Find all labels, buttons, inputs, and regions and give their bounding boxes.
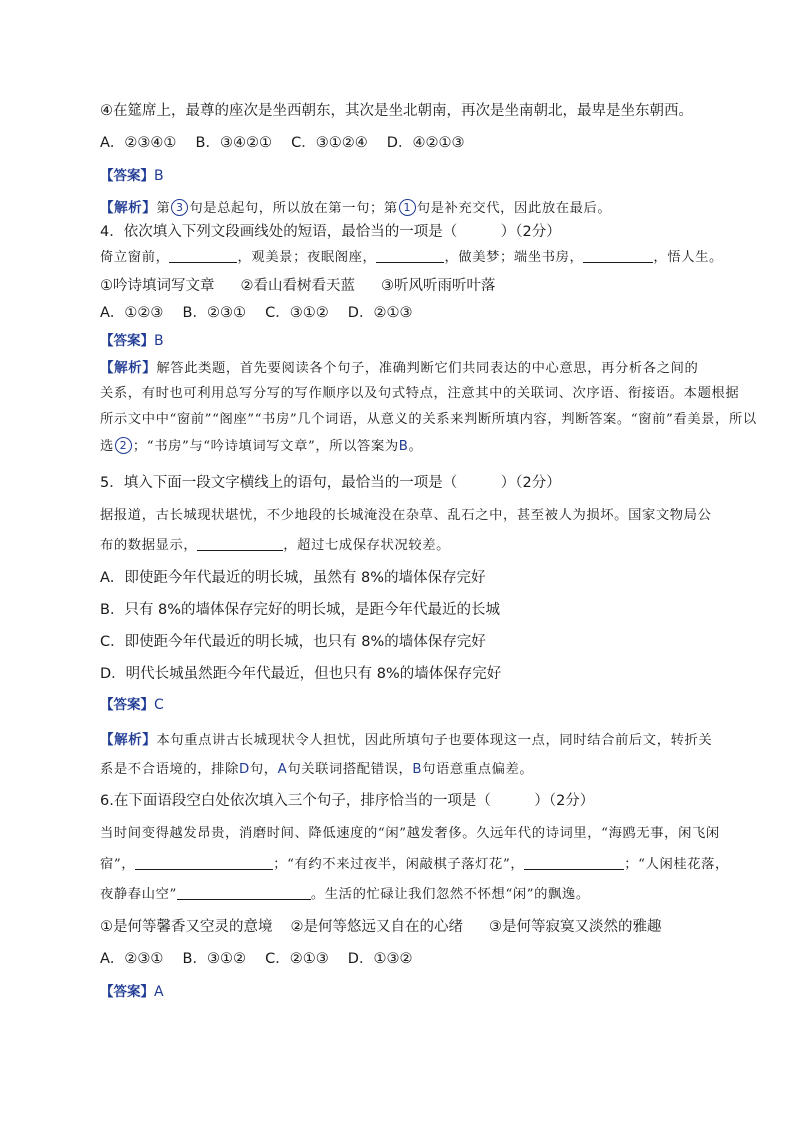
passage-text: ；“有约不来过夜半，闲敲棋子落灯花”， [273,857,525,872]
q6-options: A．②③① B．③①② C．②①③ D．①③② [100,951,413,967]
fill-blank [583,248,653,263]
q3-analysis [100,198,611,219]
answer-value: C [154,697,164,713]
analysis-text: 第 [156,201,171,216]
q4-options: A．①②③ B．②③① C．③①② D．②①③ [100,305,413,321]
q6-passage-l3 [100,885,590,905]
q5-option-c: C．即使距今年代最近的明长城，也只有 8%的墙体保存完好 [100,634,486,650]
analysis-text: 句语意重点偏差。 [422,762,534,777]
analysis-text: ；“书房”与“吟诗填词写文章”，所以答案为 [132,439,399,454]
passage-text: 夜静春山空” [100,887,177,902]
q5-option-a: A．即使距今年代最近的明长城，虽然有 8%的墙体保存完好 [100,570,486,586]
fill-blank [376,248,444,263]
item: ③是何等寂寞又淡然的雅趣 [489,919,662,935]
passage-text: ，悟人生。 [653,250,723,265]
q6-passage-l2 [100,855,729,875]
q5-passage-l1: 据报道，古长城现状堪忧，不少地段的长城淹没在杂草、乱石之中，甚至被人为损坏。国家文物局公 [100,508,712,523]
passage-text: 布的数据显示， [100,538,198,553]
item: ③听风听雨听叶落 [381,278,496,294]
fill-blank [197,536,283,551]
q6-passage-l1: 当时间变得越发昂贵，消磨时间、降低速度的“闲”越发奢侈。久远年代的诗词里，“海鸥无事，闲飞闲 [100,826,720,841]
analysis-text: 系是不合语境的，排除 [100,762,239,777]
answer-label: 【答案】 [100,333,154,349]
circled-number: 2 [115,437,132,454]
q4-passage [100,248,723,268]
option-ref: A [277,762,288,777]
q5-analysis-l1 [100,730,712,751]
item: ②看山看树看天蓝 [240,278,355,294]
passage-text: ；“人闲桂花落， [624,857,729,872]
analysis-text: 句是总起句，所以放在第一句；第 [189,201,398,216]
fill-blank [169,248,237,263]
q4-items [100,276,496,296]
statement-4: ④在筵席上，最尊的座次是坐西朝东，其次是坐北朝南，再次是坐南朝北，最卑是坐东朝西。 [100,103,693,119]
analysis-text: 句， [249,762,278,777]
item: ①吟诗填词写文章 [100,278,215,294]
q4-stem: 4．依次填入下列文段画线处的短语，最恰当的一项是（ ）（2分） [100,224,561,240]
q4-answer [100,331,164,351]
q5-analysis-l2 [100,760,533,780]
analysis-text: 选 [100,439,114,454]
passage-text: 宿”， [100,857,136,872]
q6-items [100,917,662,937]
answer-label: 【答案】 [100,168,154,184]
q5-passage-l2 [100,536,450,556]
passage-text: 倚立窗前， [100,250,170,265]
item: ②是何等悠远又自在的心绪 [290,919,463,935]
answer-value: B [154,168,164,184]
analysis-label: 【解析】 [100,732,157,748]
q3-options: A．②③④① B．③④②① C．③①②④ D．④②①③ [100,135,465,151]
answer-label: 【答案】 [100,697,154,713]
q4-analysis-l1 [100,358,698,379]
fill-blank [177,885,311,900]
fill-blank [135,855,273,870]
q4-analysis-l4 [100,437,422,457]
q4-analysis-l2: 关系，有时也可利用总写分写的写作顺序以及句式特点，注意其中的关联词、次序语、衔接语。本题根据 [100,386,740,401]
analysis-text: 解答此类题，首先要阅读各个句子，准确判断它们共同表达的中心意思，再分析各之间的 [156,361,699,376]
q3-answer [100,166,164,186]
analysis-text: 句是补充交代，因此放在最后。 [416,201,612,216]
answer-label: 【答案】 [100,984,154,1000]
option-ref: D [238,762,250,777]
analysis-label: 【解析】 [100,360,157,376]
q5-option-d: D．明代长城虽然距今年代最近，但也只有 8%的墙体保存完好 [100,666,502,682]
answer-ref: B [398,439,409,454]
q5-option-b: B．只有 8%的墙体保存完好的明长城，是距今年代最近的长城 [100,602,501,618]
q5-answer [100,695,164,715]
circled-number: 1 [399,199,416,216]
passage-text: ，做美梦；端坐书房， [444,250,584,265]
fill-blank [524,855,624,870]
analysis-text: 。 [408,439,423,454]
q4-analysis-l3: 所示文中中“窗前”“阁座”“书房”几个词语，从意义的关系来判断所填内容，判断答案。“窗前”看美景，所以 [100,412,757,427]
option-ref: B [412,762,423,777]
item: ①是何等馨香又空灵的意境 [100,919,273,935]
analysis-text: 句关联词搭配错误， [287,762,413,777]
circled-number: 3 [171,199,188,216]
analysis-text: 本句重点讲古长城现状令人担忧，因此所填句子也要体现这一点，同时结合前后文，转折关 [156,733,713,748]
answer-value: A [154,984,164,1000]
analysis-label: 【解析】 [100,200,157,216]
q6-answer [100,982,164,1002]
q5-stem: 5．填入下面一段文字横线上的语句，最恰当的一项是（ ）（2分） [100,475,561,491]
passage-text: ，超过七成保存状况较差。 [283,538,451,553]
passage-text: ，观美景；夜眠阁座， [237,250,377,265]
passage-text: 。生活的忙碌让我们忽然不怀想“闲”的飘逸。 [310,887,590,902]
q6-stem: 6.在下面语段空白处依次填入三个句子，排序恰当的一项是（ ）（2分） [100,793,595,809]
answer-value: B [154,333,164,349]
